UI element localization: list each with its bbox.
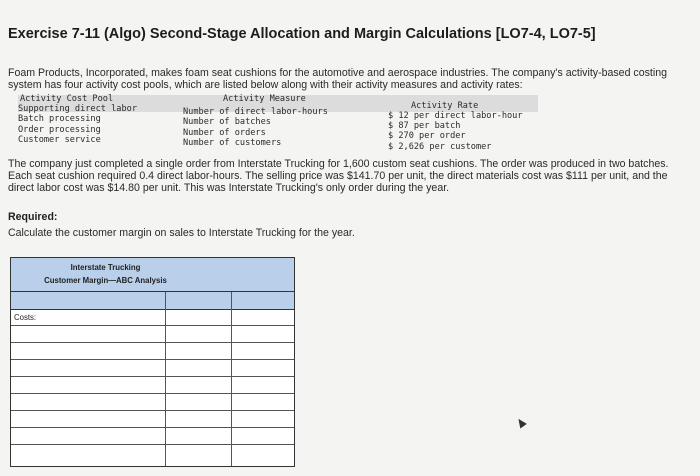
table-row [11, 445, 294, 465]
required-label: Required: [8, 211, 58, 223]
activity-pool-1: Supporting direct labor [18, 104, 137, 114]
table-row [11, 411, 294, 428]
activity-header-measure: Activity Measure [223, 94, 306, 104]
table-row [11, 360, 294, 377]
exercise-title: Exercise 7-11 (Algo) Second-Stage Allocation and Margin Calculations [LO7-4, LO7-5] [8, 26, 596, 42]
table-row [11, 377, 294, 394]
answer-table-header [11, 258, 294, 292]
amount-input-row-1[interactable] [167, 327, 229, 342]
activity-measure-4: Number of customers [183, 138, 282, 148]
answer-table [10, 257, 295, 467]
label-input-row-1[interactable] [13, 327, 163, 342]
column-divider [231, 292, 232, 466]
activity-measure-3: Number of orders [183, 128, 266, 138]
table-row [11, 309, 294, 326]
activity-rate-4: $ 2,626 per customer [388, 142, 492, 152]
activity-rate-2: $ 87 per batch [388, 121, 461, 131]
answer-table-subtitle: Customer Margin—ABC Analysis [44, 276, 167, 285]
activity-header-rate: Activity Rate [411, 101, 479, 111]
column-divider [165, 292, 166, 466]
activity-measure-2: Number of batches [183, 117, 271, 127]
intro-paragraph: Foam Products, Incorporated, makes foam seat cushions for the automotive and aerospace industries. The company's activity-based costing system has four activity cost pools, which are listed below along with their activity measures and activity rates: [8, 67, 667, 92]
answer-table-title: Interstate Trucking [70, 263, 141, 272]
activity-pool-4: Customer service [18, 135, 101, 145]
activity-header-pool: Activity Cost Pool [20, 94, 114, 104]
mouse-cursor-icon [515, 417, 527, 429]
required-text: Calculate the customer margin on sales to Interstate Trucking for the year. [8, 227, 355, 239]
label-input-header[interactable] [13, 293, 163, 308]
activity-pool-2: Batch processing [18, 114, 101, 124]
total-input-row-1[interactable] [233, 327, 293, 342]
order-paragraph: The company just completed a single order from Interstate Trucking for 1,600 custom seat cushions. The order was produced in two batches. Each seat cushion required 0.4 direct labor-hours. The selling price was $141.70 per unit, the direct materials cost was $111 per unit, and the direct labor cost was $14.80 per unit. This was Interstate Trucking's only order during the year. [8, 158, 669, 195]
activity-rate-1: $ 12 per direct labor-hour [388, 111, 523, 121]
table-row [11, 343, 294, 360]
table-row [11, 428, 294, 445]
table-row [11, 394, 294, 411]
activity-pool-3: Order processing [18, 125, 101, 135]
costs-label: Costs: [14, 313, 37, 322]
activity-measure-1: Number of direct labor-hours [183, 107, 328, 117]
activity-rate-3: $ 270 per order [388, 131, 466, 141]
